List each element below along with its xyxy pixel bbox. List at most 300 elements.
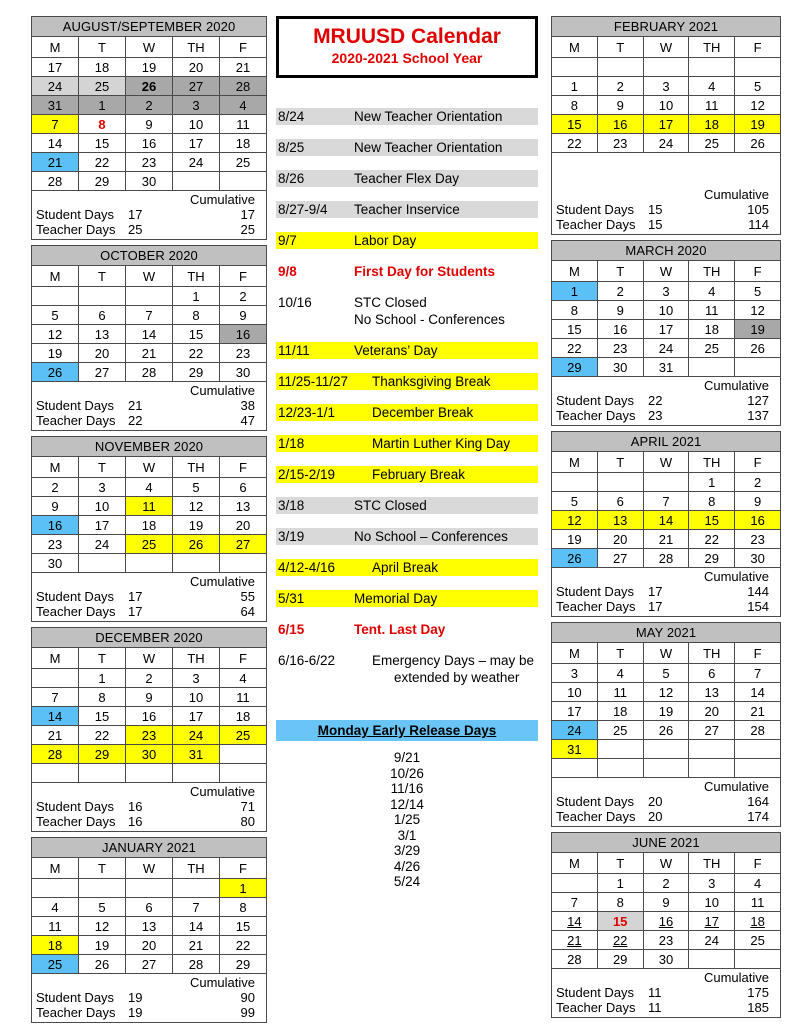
day-cell[interactable]: 17 <box>689 912 735 931</box>
day-cell[interactable]: 19 <box>643 702 689 721</box>
day-cell[interactable]: 15 <box>173 325 220 344</box>
day-cell[interactable]: 29 <box>552 358 598 377</box>
student-days <box>36 398 262 413</box>
day-cell[interactable]: 8 <box>173 306 220 325</box>
day-cell[interactable]: 13 <box>689 683 735 702</box>
day-cell[interactable]: 1 <box>79 669 126 688</box>
day-cell[interactable]: 30 <box>643 950 689 969</box>
teacher-days-cumulative: 185 <box>747 1000 769 1015</box>
week-row <box>32 535 267 554</box>
day-cell[interactable]: 9 <box>643 893 689 912</box>
day-cell[interactable]: 8 <box>79 688 126 707</box>
day-cell[interactable]: 25 <box>689 339 735 358</box>
teacher-days <box>36 413 262 428</box>
day-cell[interactable]: 23 <box>126 153 173 172</box>
day-cell[interactable]: 22 <box>220 936 267 955</box>
day-cell[interactable]: 10 <box>643 301 689 320</box>
event-date: 11/25-11/27 <box>276 373 372 390</box>
day-cell[interactable]: 29 <box>597 950 643 969</box>
day-cell[interactable]: 16 <box>735 511 781 530</box>
event-name-line1: Teacher Inservice <box>354 202 460 217</box>
student-days-value: 15 <box>648 202 663 217</box>
day-cell[interactable]: 25 <box>126 535 173 554</box>
day-cell[interactable]: 19 <box>735 115 781 134</box>
day-cell[interactable]: 22 <box>597 931 643 950</box>
day-cell[interactable]: 21 <box>552 931 598 950</box>
event-name-line2: No School - Conferences <box>354 312 505 327</box>
day-cell[interactable]: 15 <box>552 320 598 339</box>
teacher-days-value: 11 <box>648 1000 662 1015</box>
day-cell[interactable]: 7 <box>32 115 79 134</box>
student-days-label: Student Days <box>36 589 115 604</box>
day-cell[interactable]: 15 <box>689 511 735 530</box>
student-days-label: Student Days <box>36 990 115 1005</box>
day-cell[interactable]: 5 <box>173 478 220 497</box>
day-cell[interactable]: 31 <box>643 358 689 377</box>
day-cell[interactable]: 30 <box>597 358 643 377</box>
day-cell[interactable]: 25 <box>735 931 781 950</box>
day-cell[interactable]: 12 <box>173 497 220 516</box>
weekday-header: W <box>643 261 689 282</box>
day-cell[interactable]: 4 <box>220 669 267 688</box>
week-row <box>552 683 781 702</box>
day-cell[interactable]: 27 <box>220 535 267 554</box>
day-cell[interactable]: 11 <box>689 301 735 320</box>
day-cell[interactable]: 4 <box>689 282 735 301</box>
page-title: MRUUSD Calendar <box>313 25 501 48</box>
day-cell[interactable]: 24 <box>643 134 689 153</box>
day-cell[interactable]: 17 <box>643 115 689 134</box>
day-cell[interactable]: 23 <box>32 535 79 554</box>
day-cell[interactable]: 6 <box>126 898 173 917</box>
day-cell[interactable]: 2 <box>32 478 79 497</box>
day-cell[interactable]: 22 <box>173 344 220 363</box>
week-row <box>552 759 781 778</box>
day-cell[interactable]: 21 <box>735 702 781 721</box>
day-cell[interactable]: 10 <box>643 96 689 115</box>
day-cell[interactable]: 13 <box>597 511 643 530</box>
day-cell[interactable]: 7 <box>32 688 79 707</box>
week-row <box>552 492 781 511</box>
day-cell[interactable]: 1 <box>689 473 735 492</box>
day-cell[interactable]: 3 <box>643 282 689 301</box>
day-cell[interactable]: 24 <box>643 339 689 358</box>
day-cell[interactable]: 28 <box>126 363 173 382</box>
student-days-label: Student Days <box>556 794 635 809</box>
day-cell[interactable]: 18 <box>220 707 267 726</box>
day-cell[interactable]: 13 <box>79 325 126 344</box>
week-row <box>552 339 781 358</box>
student-days-cumulative: 55 <box>240 589 255 604</box>
day-cell[interactable]: 5 <box>79 898 126 917</box>
day-cell[interactable]: 15 <box>552 115 598 134</box>
day-cell[interactable]: 11 <box>220 115 267 134</box>
day-cell[interactable]: 23 <box>126 726 173 745</box>
day-cell[interactable]: 24 <box>689 931 735 950</box>
day-cell[interactable]: 2 <box>597 77 643 96</box>
day-cell[interactable]: 14 <box>32 707 79 726</box>
day-cell[interactable]: 1 <box>552 77 598 96</box>
day-cell[interactable]: 21 <box>32 153 79 172</box>
weekday-header: M <box>552 853 598 874</box>
day-cell[interactable]: 29 <box>173 363 220 382</box>
day-cell[interactable]: 20 <box>126 936 173 955</box>
day-cell[interactable]: 16 <box>32 516 79 535</box>
day-cell[interactable]: 26 <box>643 721 689 740</box>
day-cell[interactable]: 8 <box>689 492 735 511</box>
day-cell[interactable]: 30 <box>32 554 79 573</box>
teacher-days-cumulative: 154 <box>747 599 769 614</box>
day-cell[interactable]: 1 <box>552 282 598 301</box>
day-cell[interactable]: 31 <box>32 96 79 115</box>
day-cell[interactable]: 12 <box>643 683 689 702</box>
day-cell[interactable]: 20 <box>173 58 220 77</box>
day-cell[interactable]: 11 <box>597 683 643 702</box>
day-cell[interactable]: 20 <box>79 344 126 363</box>
teacher-days-value: 25 <box>128 222 143 237</box>
cumulative-label: Cumulative <box>703 970 769 985</box>
day-cell[interactable]: 1 <box>597 874 643 893</box>
event-name-line1: December Break <box>372 405 474 420</box>
early-release-date: 3/29 <box>393 843 421 858</box>
day-cell[interactable]: 13 <box>220 497 267 516</box>
month-table <box>31 436 267 622</box>
day-cell[interactable]: 19 <box>735 320 781 339</box>
day-cell[interactable]: 4 <box>597 664 643 683</box>
day-cell[interactable]: 15 <box>597 912 643 931</box>
day-cell[interactable]: 23 <box>220 344 267 363</box>
day-cell[interactable]: 12 <box>735 301 781 320</box>
event-name-line1: STC Closed <box>354 295 427 310</box>
day-cell[interactable]: 11 <box>126 497 173 516</box>
day-cell[interactable]: 11 <box>32 917 79 936</box>
day-cell[interactable]: 4 <box>689 77 735 96</box>
day-cell[interactable]: 2 <box>126 669 173 688</box>
day-cell[interactable]: 17 <box>643 320 689 339</box>
event-name-line1: Tent. Last Day <box>354 622 446 637</box>
day-cell[interactable]: 18 <box>689 320 735 339</box>
day-cell[interactable]: 3 <box>79 478 126 497</box>
day-cell-empty <box>735 950 781 969</box>
day-cell[interactable]: 11 <box>689 96 735 115</box>
day-cell[interactable]: 7 <box>552 893 598 912</box>
day-cell[interactable]: 18 <box>689 115 735 134</box>
day-cell[interactable]: 3 <box>173 669 220 688</box>
day-cell[interactable]: 6 <box>79 306 126 325</box>
day-cell[interactable]: 8 <box>552 96 598 115</box>
day-cell[interactable]: 30 <box>126 745 173 764</box>
day-cell[interactable]: 14 <box>735 683 781 702</box>
day-cell[interactable]: 2 <box>126 96 173 115</box>
day-cell[interactable]: 24 <box>32 77 79 96</box>
day-cell[interactable]: 31 <box>173 745 220 764</box>
week-row <box>32 363 267 382</box>
day-cell[interactable]: 7 <box>735 664 781 683</box>
day-cell[interactable]: 16 <box>643 912 689 931</box>
day-cell[interactable]: 18 <box>597 702 643 721</box>
day-cell[interactable]: 23 <box>597 339 643 358</box>
day-cell[interactable]: 26 <box>735 339 781 358</box>
month-title: DECEMBER 2020 <box>32 628 267 648</box>
day-cell[interactable]: 22 <box>79 153 126 172</box>
day-cell[interactable]: 5 <box>735 282 781 301</box>
day-cell[interactable]: 26 <box>735 134 781 153</box>
day-cell[interactable]: 22 <box>552 339 598 358</box>
event-date: 11/11 <box>276 342 354 359</box>
day-cell[interactable]: 28 <box>735 721 781 740</box>
month-title: APRIL 2021 <box>552 432 781 452</box>
day-cell[interactable]: 9 <box>597 301 643 320</box>
day-cell[interactable]: 21 <box>220 58 267 77</box>
day-cell[interactable]: 8 <box>79 115 126 134</box>
day-cell-empty <box>597 759 643 778</box>
weekday-header: T <box>597 452 643 473</box>
month-table <box>551 622 781 827</box>
event-row <box>276 139 538 156</box>
day-cell[interactable]: 7 <box>173 898 220 917</box>
day-cell[interactable]: 17 <box>173 707 220 726</box>
day-cell[interactable]: 30 <box>126 172 173 191</box>
day-cell[interactable]: 28 <box>643 549 689 568</box>
month-title: AUGUST/SEPTEMBER 2020 <box>32 17 267 37</box>
day-cell[interactable]: 19 <box>126 58 173 77</box>
day-cell[interactable]: 28 <box>552 950 598 969</box>
day-cell[interactable]: 10 <box>79 497 126 516</box>
day-cell[interactable]: 3 <box>173 96 220 115</box>
day-cell[interactable]: 26 <box>79 955 126 974</box>
day-cell[interactable]: 17 <box>552 702 598 721</box>
day-cell[interactable]: 3 <box>643 77 689 96</box>
day-cell[interactable]: 10 <box>173 115 220 134</box>
event-name <box>354 621 538 638</box>
day-cell[interactable]: 24 <box>173 726 220 745</box>
day-cell[interactable]: 8 <box>597 893 643 912</box>
day-cell[interactable]: 15 <box>79 707 126 726</box>
day-cell[interactable]: 19 <box>79 936 126 955</box>
weekday-header: F <box>735 37 781 58</box>
day-cell[interactable]: 28 <box>220 77 267 96</box>
day-cell[interactable]: 28 <box>32 745 79 764</box>
day-cell[interactable]: 1 <box>220 879 267 898</box>
day-cell[interactable]: 12 <box>32 325 79 344</box>
weekday-header: M <box>32 858 79 879</box>
day-cell[interactable]: 15 <box>79 134 126 153</box>
day-cell[interactable]: 21 <box>643 530 689 549</box>
day-cell[interactable]: 16 <box>220 325 267 344</box>
day-cell[interactable]: 8 <box>552 301 598 320</box>
early-release-date: 5/24 <box>393 874 421 889</box>
day-cell[interactable]: 3 <box>552 664 598 683</box>
day-cell[interactable]: 30 <box>735 549 781 568</box>
day-cell[interactable]: 9 <box>735 492 781 511</box>
day-cell[interactable]: 18 <box>79 58 126 77</box>
day-cell-empty <box>126 764 173 783</box>
day-cell[interactable]: 29 <box>79 745 126 764</box>
center-info-column <box>276 16 538 890</box>
day-cell[interactable]: 12 <box>552 511 598 530</box>
day-cell[interactable]: 9 <box>220 306 267 325</box>
day-cell[interactable]: 3 <box>689 874 735 893</box>
day-cell[interactable]: 19 <box>552 530 598 549</box>
day-cell[interactable]: 28 <box>173 955 220 974</box>
early-release-date: 3/1 <box>397 827 417 843</box>
day-cell[interactable]: 25 <box>79 77 126 96</box>
teacher-days-cumulative: 99 <box>240 1005 255 1020</box>
day-cell[interactable]: 10 <box>689 893 735 912</box>
day-cell[interactable]: 24 <box>173 153 220 172</box>
day-cell[interactable]: 15 <box>220 917 267 936</box>
day-cell[interactable]: 9 <box>126 115 173 134</box>
day-cell[interactable]: 21 <box>126 344 173 363</box>
day-cell[interactable]: 26 <box>126 77 173 96</box>
day-cell[interactable]: 17 <box>79 516 126 535</box>
day-cell[interactable]: 14 <box>126 325 173 344</box>
day-cell[interactable]: 17 <box>173 134 220 153</box>
day-cell[interactable]: 25 <box>32 955 79 974</box>
day-cell[interactable]: 27 <box>79 363 126 382</box>
teacher-days-value: 20 <box>648 809 663 824</box>
week-row <box>552 473 781 492</box>
day-cell[interactable]: 5 <box>552 492 598 511</box>
month-spacer <box>551 1018 781 1023</box>
day-cell[interactable]: 10 <box>552 683 598 702</box>
week-row <box>552 134 781 153</box>
day-cell-empty <box>689 740 735 759</box>
day-cell[interactable]: 23 <box>735 530 781 549</box>
day-cell[interactable]: 20 <box>597 530 643 549</box>
day-cell[interactable]: 14 <box>643 511 689 530</box>
day-cell[interactable]: 14 <box>173 917 220 936</box>
day-cell[interactable]: 9 <box>32 497 79 516</box>
day-cell[interactable]: 29 <box>79 172 126 191</box>
day-cell[interactable]: 11 <box>220 688 267 707</box>
day-cell[interactable]: 5 <box>32 306 79 325</box>
day-cell[interactable]: 4 <box>126 478 173 497</box>
day-cell[interactable]: 22 <box>552 134 598 153</box>
day-cell[interactable]: 18 <box>32 936 79 955</box>
day-cell[interactable]: 27 <box>173 77 220 96</box>
day-cell[interactable]: 26 <box>32 363 79 382</box>
weekday-header: TH <box>173 858 220 879</box>
day-cell[interactable]: 29 <box>220 955 267 974</box>
day-cell[interactable]: 9 <box>126 688 173 707</box>
day-cell[interactable]: 16 <box>126 134 173 153</box>
event-row <box>276 201 538 218</box>
day-cell[interactable]: 5 <box>643 664 689 683</box>
day-cell[interactable]: 20 <box>689 702 735 721</box>
day-cell[interactable]: 2 <box>643 874 689 893</box>
day-cell[interactable]: 9 <box>597 96 643 115</box>
day-cell[interactable]: 4 <box>32 898 79 917</box>
day-cell[interactable]: 29 <box>689 549 735 568</box>
day-cell[interactable]: 11 <box>735 893 781 912</box>
day-cell[interactable]: 14 <box>32 134 79 153</box>
day-cell[interactable]: 1 <box>173 287 220 306</box>
day-cell-empty <box>173 879 220 898</box>
student-days-cumulative: 175 <box>747 985 769 1000</box>
day-cell[interactable]: 2 <box>220 287 267 306</box>
event-name-line1: Labor Day <box>354 233 417 248</box>
day-cell[interactable]: 16 <box>597 115 643 134</box>
day-cell[interactable]: 16 <box>126 707 173 726</box>
month-summary <box>552 153 781 235</box>
day-cell[interactable]: 26 <box>173 535 220 554</box>
day-cell[interactable]: 17 <box>32 58 79 77</box>
day-cell[interactable]: 25 <box>689 134 735 153</box>
day-cell[interactable]: 25 <box>597 721 643 740</box>
day-cell[interactable]: 18 <box>220 134 267 153</box>
day-cell[interactable]: 12 <box>735 96 781 115</box>
event-date: 6/16-6/22 <box>278 653 336 668</box>
day-cell[interactable]: 7 <box>126 306 173 325</box>
week-row <box>552 874 781 893</box>
day-cell-empty <box>643 473 689 492</box>
day-cell[interactable]: 24 <box>552 721 598 740</box>
day-cell[interactable]: 12 <box>79 917 126 936</box>
day-cell[interactable]: 7 <box>643 492 689 511</box>
weekday-header: TH <box>689 452 735 473</box>
day-cell[interactable]: 27 <box>689 721 735 740</box>
day-cell[interactable]: 20 <box>220 516 267 535</box>
day-cell[interactable]: 27 <box>126 955 173 974</box>
day-cell[interactable]: 25 <box>220 153 267 172</box>
day-cell[interactable]: 4 <box>220 96 267 115</box>
weekday-header: M <box>32 37 79 58</box>
event-date: 8/24 <box>276 108 354 125</box>
day-cell[interactable]: 22 <box>79 726 126 745</box>
day-cell[interactable]: 1 <box>79 96 126 115</box>
day-cell[interactable]: 26 <box>552 549 598 568</box>
day-cell[interactable]: 25 <box>220 726 267 745</box>
day-cell[interactable]: 10 <box>173 688 220 707</box>
weekday-header: TH <box>173 37 220 58</box>
day-cell[interactable]: 14 <box>552 912 598 931</box>
day-cell[interactable]: 19 <box>32 344 79 363</box>
day-cell[interactable]: 24 <box>79 535 126 554</box>
day-cell[interactable]: 8 <box>220 898 267 917</box>
event-row <box>276 590 538 607</box>
day-cell[interactable]: 6 <box>689 664 735 683</box>
event-legend-list <box>276 108 538 686</box>
day-cell[interactable]: 21 <box>173 936 220 955</box>
day-cell[interactable]: 5 <box>735 77 781 96</box>
day-cell[interactable]: 31 <box>552 740 598 759</box>
day-cell[interactable]: 6 <box>220 478 267 497</box>
day-cell[interactable]: 23 <box>643 931 689 950</box>
day-cell[interactable]: 19 <box>173 516 220 535</box>
day-cell[interactable]: 16 <box>597 320 643 339</box>
event-name-line2: extended by weather <box>394 670 520 685</box>
day-cell[interactable]: 4 <box>735 874 781 893</box>
day-cell[interactable]: 13 <box>126 917 173 936</box>
day-cell[interactable]: 2 <box>597 282 643 301</box>
day-cell[interactable]: 18 <box>735 912 781 931</box>
day-cell[interactable]: 18 <box>126 516 173 535</box>
day-cell[interactable]: 27 <box>597 549 643 568</box>
day-cell[interactable]: 30 <box>220 363 267 382</box>
day-cell[interactable]: 28 <box>32 172 79 191</box>
student-days <box>36 799 262 814</box>
weekday-header: M <box>32 266 79 287</box>
day-cell[interactable]: 21 <box>32 726 79 745</box>
day-cell[interactable]: 6 <box>597 492 643 511</box>
day-cell[interactable]: 2 <box>735 473 781 492</box>
week-row <box>32 96 267 115</box>
day-cell[interactable]: 23 <box>597 134 643 153</box>
week-row <box>552 950 781 969</box>
day-cell[interactable]: 22 <box>689 530 735 549</box>
day-cell-empty <box>552 58 598 77</box>
